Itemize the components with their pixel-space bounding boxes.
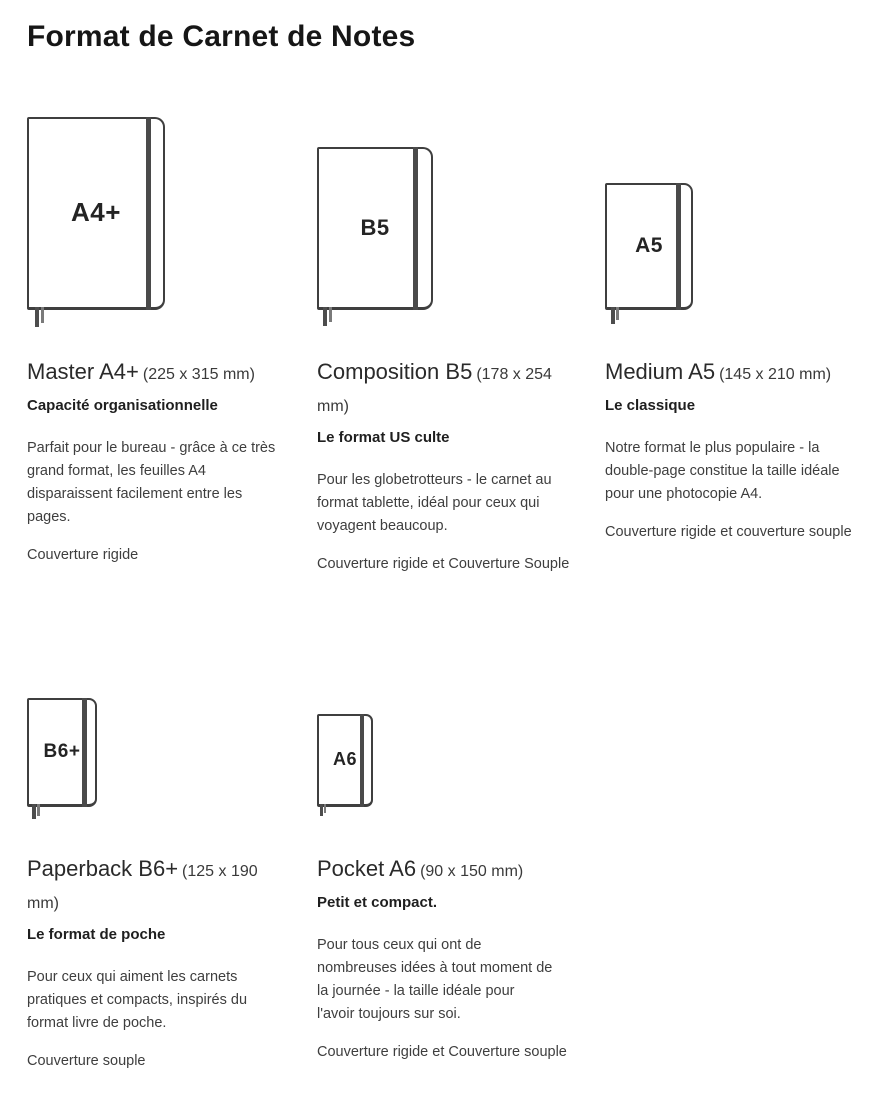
bookmark-ribbon-2 bbox=[41, 307, 44, 323]
format-dimensions: (225 x 315 mm) bbox=[142, 365, 255, 383]
format-name-text: Pocket A6 bbox=[317, 855, 417, 881]
format-cover-options: Couverture rigide et Couverture Souple bbox=[317, 555, 570, 572]
format-tagline: Le format de poche bbox=[27, 925, 166, 943]
notebook-drawing-a6 bbox=[317, 714, 373, 807]
format-dimensions: (178 x 254 mm) bbox=[317, 365, 552, 415]
format-cover-options: Couverture rigide bbox=[27, 546, 139, 563]
format-description: Pour ceux qui aiment les carnets pratiques et compacts, inspirés du format livre de poche. bbox=[27, 968, 248, 1031]
format-card-master-a4plus bbox=[27, 55, 317, 567]
notebook-drawing-a4plus bbox=[27, 117, 165, 310]
notebook-size-label: A5 bbox=[635, 233, 663, 257]
elastic-band bbox=[146, 117, 151, 310]
notebook-illustration bbox=[317, 697, 607, 807]
format-dimensions: (90 x 150 mm) bbox=[420, 862, 524, 880]
format-tagline: Le classique bbox=[605, 396, 696, 414]
format-card-pocket-a6 bbox=[317, 697, 607, 1064]
bookmark-ribbon-2 bbox=[616, 307, 619, 320]
elastic-band bbox=[360, 714, 364, 807]
format-name bbox=[605, 357, 863, 389]
notebook-illustration bbox=[317, 117, 607, 310]
format-name-text: Master A4+ bbox=[27, 358, 139, 384]
bookmark-ribbon-1 bbox=[35, 307, 39, 327]
formats-row-1 bbox=[27, 55, 890, 576]
formats-row-2 bbox=[27, 697, 890, 1073]
notebook-size-label: A6 bbox=[332, 749, 357, 769]
format-card-medium-a5 bbox=[605, 55, 890, 544]
bookmark-ribbon-2 bbox=[37, 804, 40, 816]
format-tagline: Petit et compact. bbox=[317, 893, 438, 911]
notebook-illustration bbox=[27, 697, 317, 807]
format-name-text: Composition B5 bbox=[317, 358, 473, 384]
bookmark-ribbon-1 bbox=[611, 307, 615, 324]
bookmark-ribbon-1 bbox=[320, 804, 323, 816]
page-title: Format de Carnet de Notes bbox=[27, 20, 416, 53]
bookmark-ribbon-2 bbox=[324, 804, 326, 813]
format-cover-options: Couverture rigide et couverture souple bbox=[605, 523, 852, 540]
format-name bbox=[317, 854, 575, 886]
format-description: Pour les globetrotteurs - le carnet au format tablette, idéal pour ceux qui voyagent beaucoup. bbox=[317, 471, 552, 534]
notebook-drawing-a5 bbox=[605, 183, 693, 310]
format-card-composition-b5 bbox=[317, 55, 607, 576]
format-card-paperback-b6plus bbox=[27, 697, 317, 1073]
format-description: Parfait pour le bureau - grâce à ce très grand format, les feuilles A4 disparaissent facilement entre les pages. bbox=[27, 439, 276, 525]
format-cover-options: Couverture souple bbox=[27, 1052, 146, 1069]
format-name-text: Medium A5 bbox=[605, 358, 716, 384]
format-tagline: Le format US culte bbox=[317, 428, 450, 446]
notebook-size-label: B5 bbox=[360, 214, 390, 240]
format-name bbox=[27, 854, 285, 918]
bookmark-ribbon-1 bbox=[32, 804, 36, 819]
notebook-drawing-b5 bbox=[317, 147, 433, 310]
format-tagline: Capacité organisationnelle bbox=[27, 396, 218, 414]
format-name bbox=[27, 357, 285, 389]
notebook-size-label: A4+ bbox=[71, 197, 121, 227]
format-cover-options: Couverture rigide et Couverture souple bbox=[317, 1043, 567, 1060]
notebook-illustration bbox=[27, 117, 317, 310]
format-name bbox=[317, 357, 575, 421]
format-dimensions: (125 x 190 mm) bbox=[27, 862, 258, 912]
elastic-band bbox=[82, 698, 87, 807]
notebook-size-label: B6+ bbox=[43, 740, 81, 762]
notebook-label-wrap bbox=[29, 119, 163, 307]
format-description: Notre format le plus populaire - la double-page constitue la taille idéale pour une photocopie A4. bbox=[605, 439, 840, 502]
format-name-text: Paperback B6+ bbox=[27, 855, 179, 881]
bookmark-ribbon-1 bbox=[323, 307, 327, 326]
format-description: Pour tous ceux qui ont de nombreuses idées à tout moment de la journée - la taille idéale pour l'avoir toujours sur soi. bbox=[317, 936, 553, 1022]
format-dimensions: (145 x 210 mm) bbox=[719, 365, 832, 383]
bookmark-ribbon-2 bbox=[329, 307, 332, 322]
elastic-band bbox=[413, 147, 418, 310]
notebook-illustration bbox=[605, 117, 890, 310]
elastic-band bbox=[676, 183, 681, 310]
notebook-drawing-b6plus bbox=[27, 698, 97, 807]
